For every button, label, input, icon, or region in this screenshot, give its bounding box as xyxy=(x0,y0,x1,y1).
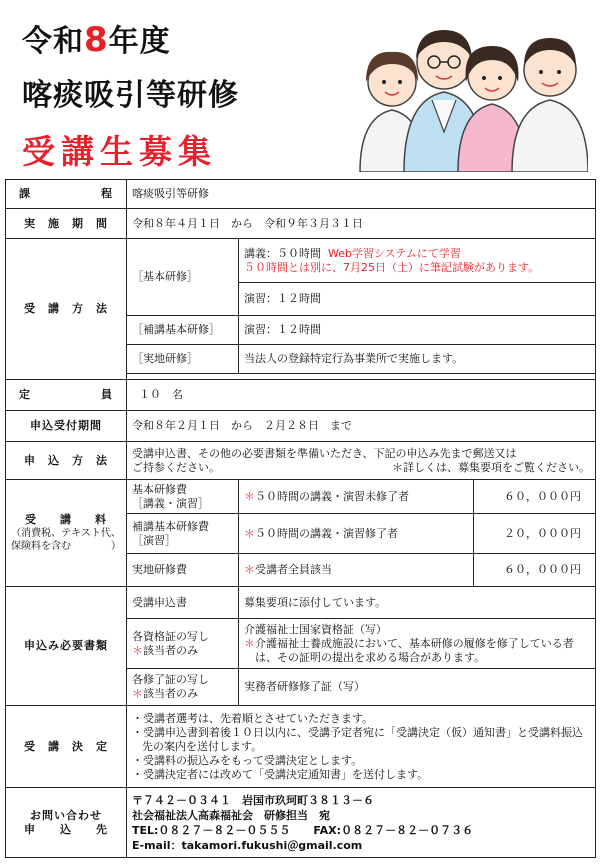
contact-postal: 〒７４２－０３４１ 岩国市玖珂町３８１３－６ xyxy=(132,793,374,807)
decision-item: ・受講決定者には改めて「受講決定通知書」を送付します。 xyxy=(132,767,429,781)
label-application-period: 申込受付期間 xyxy=(6,411,127,442)
doc-completion-name: 各修了証の写し ＊該当者のみ xyxy=(127,669,239,706)
method-supplement-name: ［補講基本研修］ xyxy=(127,316,239,345)
method-field-name: ［実地研修］ xyxy=(127,345,239,374)
title-recruit: 受講生募集 xyxy=(22,132,217,171)
method-exam-note: ５０時間とは別に、7月25日（土）に筆記試験があります。 xyxy=(244,260,540,274)
value-contact xyxy=(127,788,596,858)
row-doc-form xyxy=(6,587,596,619)
doc-form-name: 受講申込書 xyxy=(127,587,239,619)
doc-form-value: 募集要項に添付しています。 xyxy=(239,587,596,619)
contact-org: 社会福祉法人高森福祉会 研修担当 宛 xyxy=(132,808,330,822)
row-method-basic-lecture xyxy=(6,239,596,283)
decision-item: ・受講料の振込みをもって受講決定とします。 xyxy=(132,753,363,767)
contact-phone-fax xyxy=(132,823,590,838)
method-lecture-note: Web学習システムにて学習 xyxy=(328,246,461,260)
row-application-method xyxy=(6,442,596,480)
label-period: 実 施 期 間 xyxy=(6,209,127,239)
fee-supplement-cond: ＊５０時間の講義・演習修了者 xyxy=(239,514,474,554)
method-basic-practice: 演習：１２時間 xyxy=(239,283,596,316)
label-documents: 申込み必要書類 xyxy=(6,587,127,706)
value-application-period: 令和８年２月１日 から ２月２８日 まで xyxy=(127,411,596,442)
label-method: 受 講 方 法 xyxy=(6,239,127,380)
value-decision xyxy=(127,706,596,788)
fee-field-cond: ＊受講者全員該当 xyxy=(239,554,474,587)
label-contact: お問い合わせ 申 込 先 xyxy=(6,788,127,858)
method-basic-name: ［基本研修］ xyxy=(127,239,239,316)
label-capacity: 定 員 xyxy=(6,380,127,411)
contact-fax: FAX:０８２７－８２－０７３６ xyxy=(313,823,474,837)
fee-basic-amount: ６０，０００円 xyxy=(474,480,596,514)
row-decision xyxy=(6,706,596,788)
label-decision: 受 講 決 定 xyxy=(6,706,127,788)
decision-item: ・受講申込書到着後１０日以内に、受講予定者宛に「受講決定（仮）通知書」と受講料振込先の案内を送付します。 xyxy=(132,725,583,753)
fee-supplement-name: 補講基本研修費 ［演習］ xyxy=(127,514,239,554)
label-course: 課 程 xyxy=(6,180,127,209)
contact-email: E-mail：takamori.fukushi＠gmail.com xyxy=(132,838,363,852)
method-basic-lecture: 講義：５０時間 Web学習システムにて学習 ５０時間とは別に、7月25日（土）に筆記試験があります。 xyxy=(239,239,596,283)
fee-field-amount: ６０，０００円 xyxy=(474,554,596,587)
row-period xyxy=(6,209,596,239)
fee-field-name: 実地研修費 xyxy=(127,554,239,587)
contact-tel: TEL:０８２７－８２－０５５５ xyxy=(132,823,291,837)
doc-cert-value: 介護福祉士国家資格証（写） ＊介護福祉士養成施設において、基本研修の履修を修了している者は、その証明の提出を求める場合があります。 xyxy=(239,619,596,669)
value-capacity: １０ 名 xyxy=(127,380,596,411)
doc-completion-value: 実務者研修修了証（写） xyxy=(239,669,596,706)
row-contact xyxy=(6,788,596,858)
doc-cert-name: 各資格証の写し ＊該当者のみ xyxy=(127,619,239,669)
label-fee: 受 講 料 （消費税、テキスト代、保険料を含む ） xyxy=(6,480,127,587)
row-fee-basic xyxy=(6,480,596,514)
value-period: 令和８年４月１日 から 令和９年３月３１日 xyxy=(127,209,596,239)
recruitment-table xyxy=(5,179,596,858)
method-field-value: 当法人の登録特定行為事業所で実施します。 xyxy=(239,345,596,374)
fee-basic-name: 基本研修費 ［講義・演習］ xyxy=(127,480,239,514)
decision-item: ・受講者選考は、先着順とさせていただきます。 xyxy=(132,711,374,725)
row-course xyxy=(6,180,596,209)
value-course: 喀痰吸引等研修 xyxy=(127,180,596,209)
method-supplement-value: 演習：１２時間 xyxy=(239,316,596,345)
medical-staff-group-icon xyxy=(352,12,588,172)
value-application-method: 受講申込書、その他の必要書類を準備いただき、下記の申込み先まで郵送又は ご持参ください。 ＊詳しくは、募集要項をご覧ください。 xyxy=(127,442,596,480)
fee-supplement-amount: ２０，０００円 xyxy=(474,514,596,554)
fee-note: （消費税、テキスト代、保険料を含む ） xyxy=(11,528,121,552)
fee-basic-cond: ＊５０時間の講義・演習未修了者 xyxy=(239,480,474,514)
title-year: 令和8年度 xyxy=(22,20,171,60)
row-application-period xyxy=(6,411,596,442)
row-capacity xyxy=(6,380,596,411)
label-application-method: 申 込 方 法 xyxy=(6,442,127,480)
title-course: 喀痰吸引等研修 xyxy=(22,78,239,113)
